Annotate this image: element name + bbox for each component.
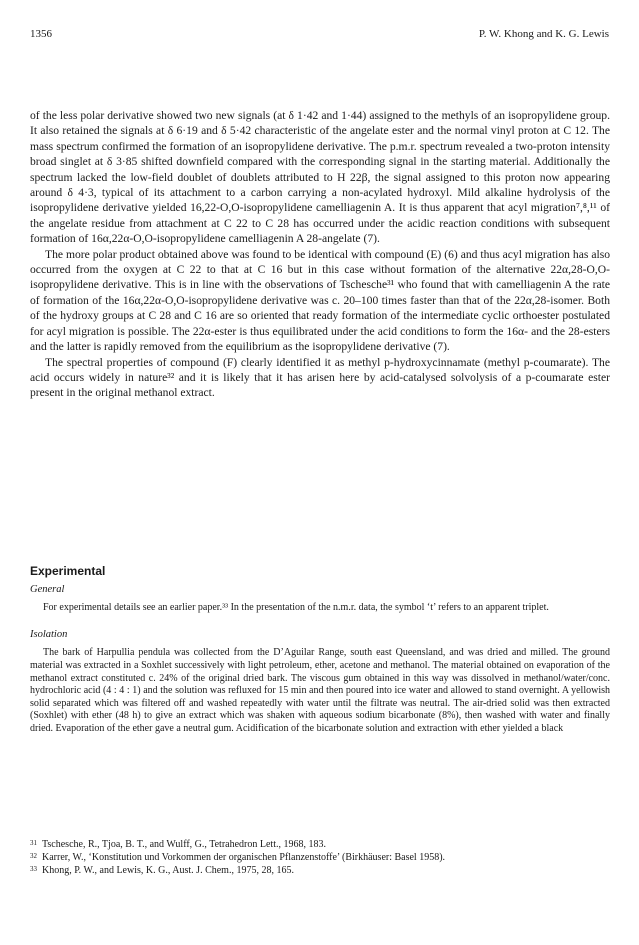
footnotes: [30, 838, 610, 877]
footnote: [30, 838, 610, 851]
main-text: [30, 108, 610, 401]
footnote-number: 32: [30, 852, 37, 860]
section-heading: Experimental: [30, 564, 106, 578]
subsection-heading: Isolation: [30, 628, 68, 640]
paragraph: of the less polar derivative showed two new signals (at δ 1·42 and 1·44) assigned to the methyls of an isopropylidene group. It also retained the signals at δ 6·19 and δ 5·42 characteristic of the angelate ester and the normal vinyl proton at C 12. The mass spectrum confirmed the formation of an isopropylidene derivative. The p.m.r. spectrum revealed a two-proton intensity broad singlet at δ 3·85 shifted downfield compared with the corresponding signal in the starting material. Additionally the spectrum lacked the low-field doublet of doublets attributed to H 22β, the signal assigned to this proton now appearing around δ 4·3, typical of its attachment to a carbon carrying a non-acylated hydroxyl. Mild alkaline hydrolysis of the isopropylidene derivative yielded 16,22-O,O-isopropylidene camelliagenin A. It is thus apparent that acyl migration⁷,⁸,¹¹ of the angelate residue from attachment at C 22 to C 28 has occurred under the acidic reaction conditions with subsequent formation of 16α,22α-O,O-isopropylidene camelliagenin A 28-angelate (7).: [30, 109, 610, 246]
paragraph: The more polar product obtained above was found to be identical with compound (E) (6) and thus acyl migration has also occurred from the oxygen at C 22 to that at C 16 but in this case without formation of the alternative 22α,28-O,O-isopropylidene derivative. This is in line with the observations of Tschesche³¹ who found that with camelliagenin A the rate of formation of the 16α,22α-O,O-isopropylidene derivative was c. 20–100 times faster than that of the 22α,28-isomer. Both of the hydroxy groups at C 28 and C 16 are so oriented that ready formation of the intermediate cyclic orthoester postulated for acyl migration is possible. The 22α-ester is thus equilibrated under the acid conditions to form the 16α- and the 28-esters and the latter is rapidly removed from the equilibrium as the isopropylidene derivative (7).: [30, 247, 610, 354]
footnote: [30, 864, 610, 877]
footnote-text: Tschesche, R., Tjoa, B. T., and Wulff, G., Tetrahedron Lett., 1968, 183.: [42, 839, 326, 850]
general-paragraph: For experimental details see an earlier paper.³³ In the presentation of the n.m.r. data, the symbol ‘t’ refers to an apparent triplet.: [43, 602, 549, 614]
subsection-heading: General: [30, 583, 65, 595]
running-title: P. W. Khong and K. G. Lewis: [478, 28, 609, 40]
paragraph: The spectral properties of compound (F) clearly identified it as methyl p-hydroxycinnamate (methyl p-coumarate). The acid occurs widely in nature³² and it is likely that it has arisen here by acid-catalysed solvolysis of a p-coumarate ester present in the original methanol extract.: [30, 355, 610, 400]
experimental-section: [30, 565, 610, 736]
footnote-number: 31: [30, 839, 37, 847]
page-number: 1356: [30, 28, 52, 40]
footnote-number: 33: [30, 865, 37, 873]
running-header: [30, 28, 609, 40]
footnote-text: Khong, P. W., and Lewis, K. G., Aust. J. Chem., 1975, 28, 165.: [42, 865, 294, 876]
footnote: [30, 851, 610, 864]
footnote-text: Karrer, W., ‘Konstitution und Vorkommen der organischen Pflanzenstoffe’ (Birkhäuser: Basel 1958).: [42, 852, 446, 863]
isolation-paragraph: The bark of Harpullia pendula was collected from the D’Aguilar Range, south east Queensland, and was dried and milled. The ground material was extracted in a Soxhlet successively with light petroleum, ether, acetone and methanol. The material obtained on evaporation of the methanol extract constituted c. 24% of the original dried bark. The viscous gum obtained in this way was dissolved in methanol/water/conc. hydrochloric acid (4 : 4 : 1) and the solution was refluxed for 15 min and then poured into ice water and allowed to stand overnight. A yellowish solid separated which was filtered off and washed repeatedly with water until the filtrate was neutral. The air-dried solid was then extracted (Soxhlet) with ether (48 h) to give an extract which was shaken with aqueous sodium bicarbonate (8%), then washed with water and finally dried. Evaporation of the ether gave a neutral gum. Acidification of the bicarbonate solution and extraction with ether yielded a black: [30, 647, 610, 734]
